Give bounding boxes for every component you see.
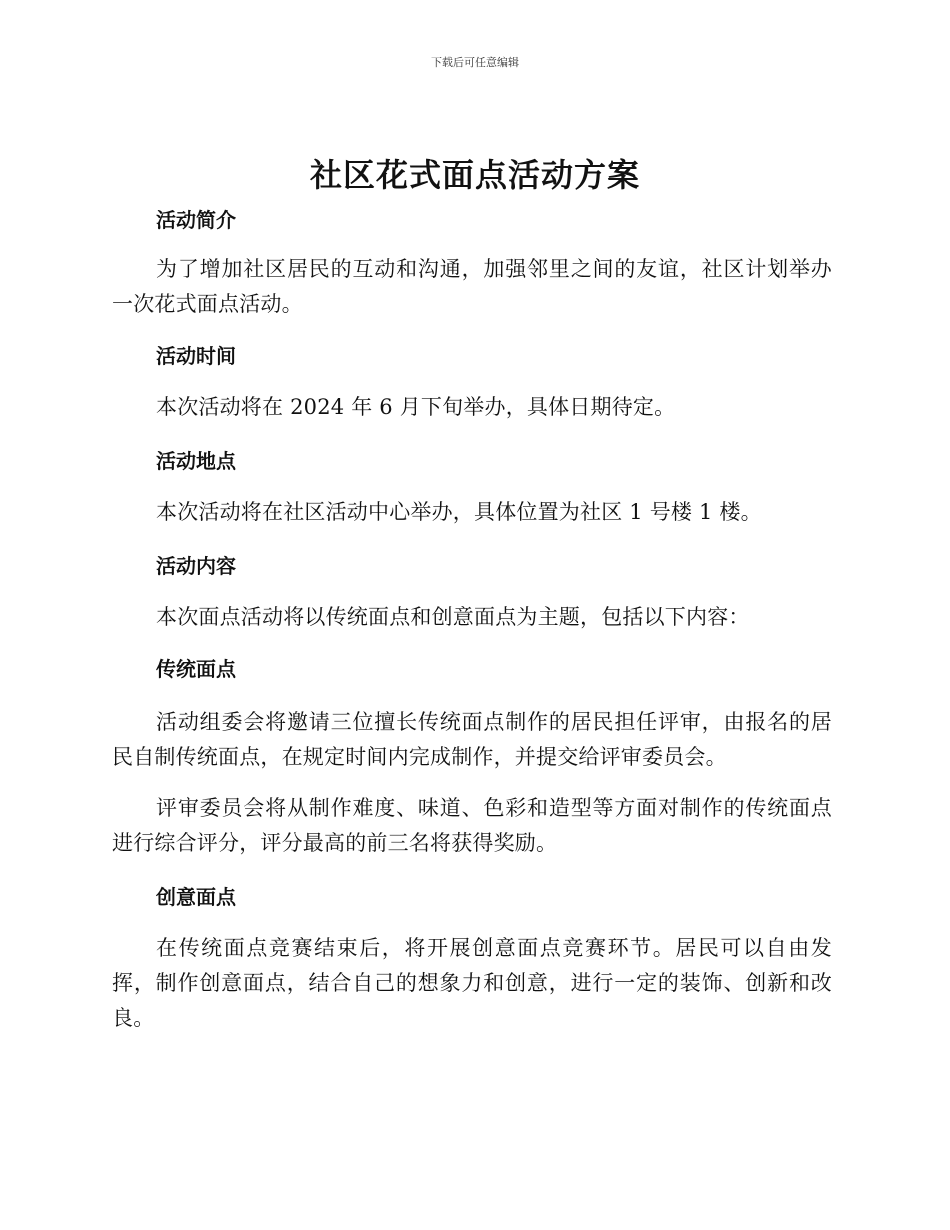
paragraph: 本次活动将在 2024 年 6 月下旬举办，具体日期待定。 — [156, 395, 676, 419]
section-heading: 活动时间 — [156, 344, 236, 368]
document-title: 社区花式面点活动方案 — [309, 156, 640, 194]
paragraph: 本次面点活动将以传统面点和创意面点为主题，包括以下内容： — [156, 605, 750, 629]
section-traditional-body-2 — [112, 791, 832, 861]
paragraph: 在传统面点竞赛结束后，将开展创意面点竞赛环节。居民可以自由发挥，制作创意面点，结合自己的想象力和创意，进行一定的装饰、创新和改良。 — [112, 936, 832, 1030]
section-location-body — [112, 495, 832, 530]
paragraph: 为了增加社区居民的互动和沟通，加强邻里之间的友谊，社区计划举办一次花式面点活动。 — [112, 257, 832, 316]
section-intro-body — [112, 252, 832, 322]
section-creative — [112, 877, 832, 917]
paragraph: 评审委员会将从制作难度、味道、色彩和造型等方面对制作的传统面点进行综合评分，评分最高的前三名将获得奖励。 — [112, 796, 832, 855]
section-intro — [112, 200, 832, 240]
section-content-body — [112, 600, 832, 635]
document-body — [112, 200, 832, 1036]
section-location — [112, 441, 832, 481]
section-content — [112, 546, 832, 586]
section-heading: 活动简介 — [156, 208, 236, 232]
header-note: 下载后可任意编辑 — [431, 56, 519, 69]
section-traditional — [112, 649, 832, 689]
section-heading: 活动内容 — [156, 554, 236, 578]
section-traditional-body-1 — [112, 705, 832, 775]
section-heading: 创意面点 — [156, 885, 236, 909]
section-heading: 活动地点 — [156, 449, 236, 473]
section-time — [112, 336, 832, 376]
section-time-body — [112, 390, 832, 425]
paragraph: 活动组委会将邀请三位擅长传统面点制作的居民担任评审，由报名的居民自制传统面点，在规定时间内完成制作，并提交给评审委员会。 — [112, 710, 832, 769]
section-creative-body — [112, 931, 832, 1036]
paragraph: 本次活动将在社区活动中心举办，具体位置为社区 1 号楼 1 楼。 — [156, 500, 762, 524]
section-heading: 传统面点 — [156, 657, 236, 681]
